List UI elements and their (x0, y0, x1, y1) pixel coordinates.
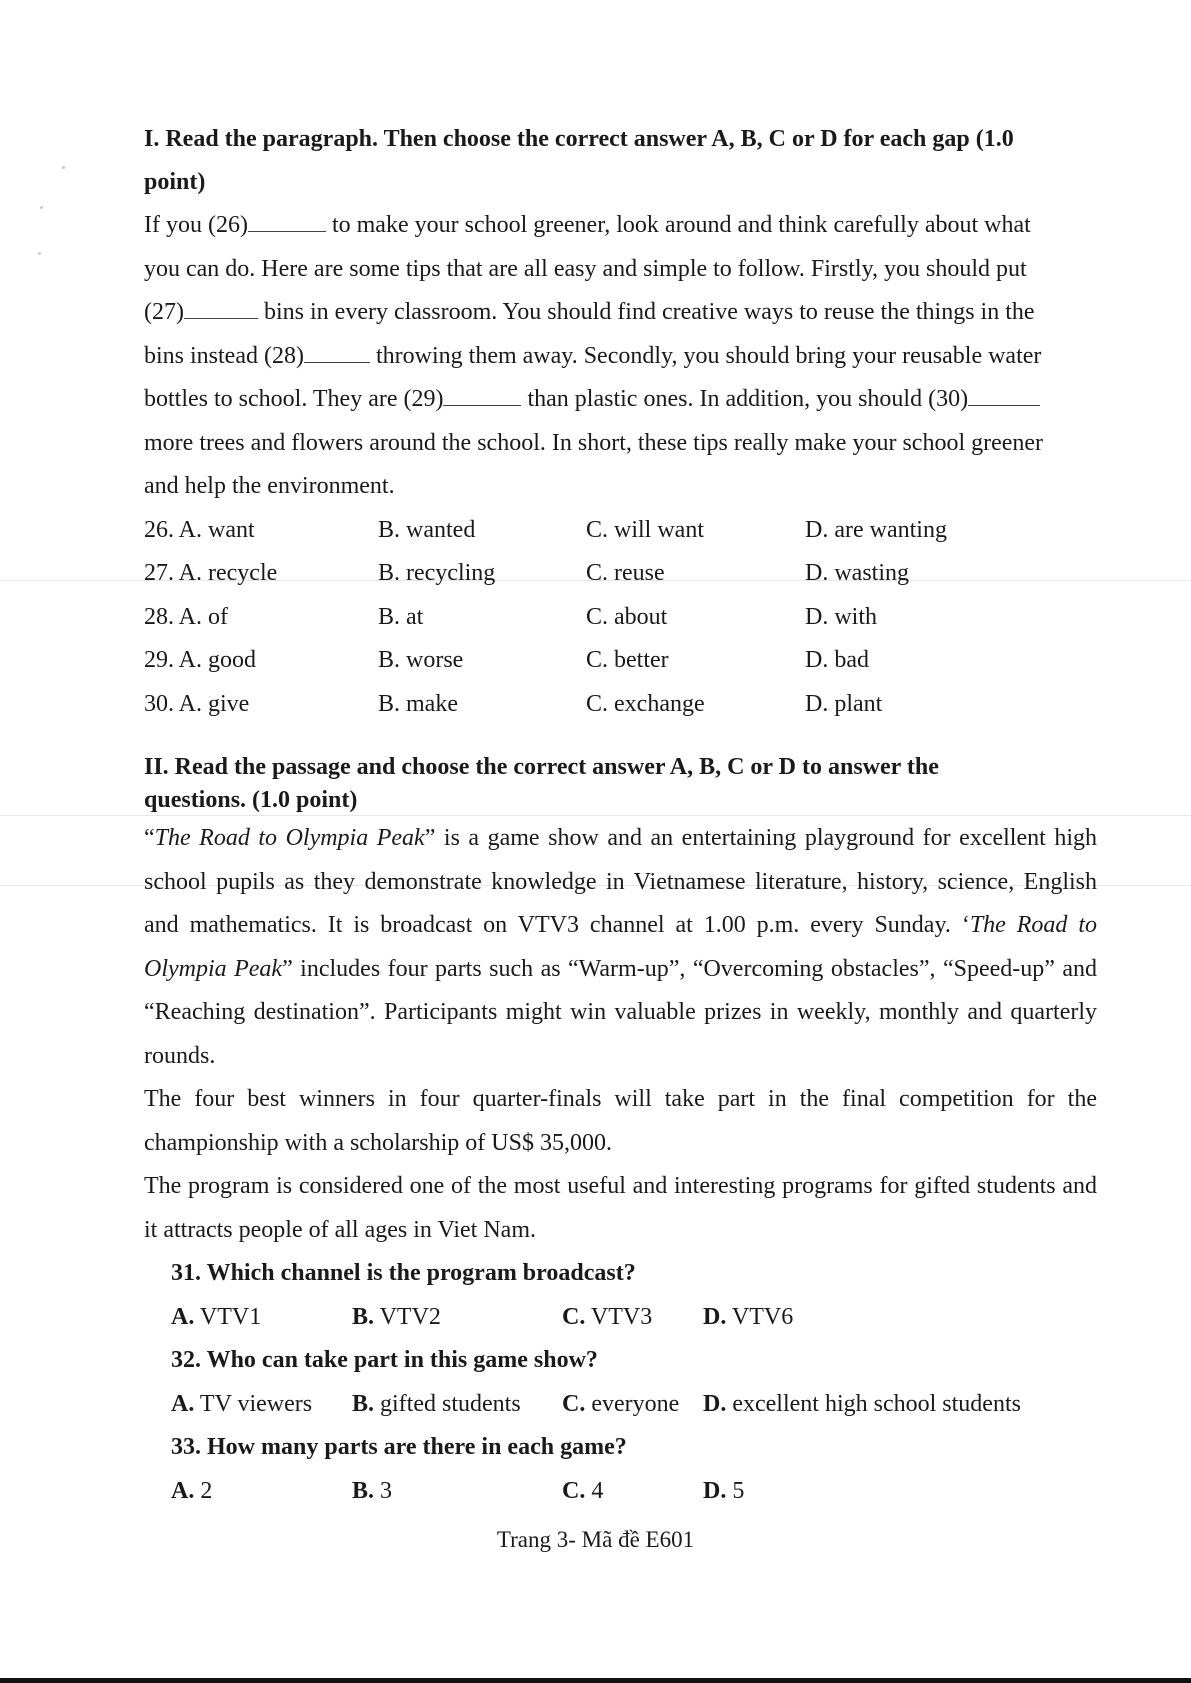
options-row-27 (144, 552, 1097, 596)
paragraph-text: and help the environment. (144, 473, 395, 499)
question-32: 32. Who can take part in this game show? (171, 1347, 598, 1373)
option-26-c[interactable]: C. will want (586, 516, 704, 543)
question-33: 33. How many parts are there in each game? (171, 1434, 627, 1460)
option-33-b[interactable] (352, 1470, 562, 1514)
gap-29 (443, 387, 521, 406)
paragraph-line (144, 248, 1097, 292)
option-text: VTV2 (374, 1303, 441, 1330)
option-text: VTV6 (726, 1303, 794, 1330)
option-32-b[interactable] (352, 1383, 562, 1427)
option-31-d[interactable] (703, 1296, 1063, 1340)
section2-heading-line2: questions. (1.0 point) (144, 787, 358, 813)
exam-content (144, 118, 1097, 1513)
option-27-d[interactable]: D. wasting (805, 560, 909, 586)
section1-options (144, 509, 1097, 727)
section1-heading-line1: I. Read the paragraph. Then choose the correct answer A, B, C or D for each gap (1.0 (144, 126, 1014, 152)
gap-27 (184, 300, 258, 319)
option-28-c[interactable]: C. about (586, 603, 668, 630)
option-letter: D. (703, 1477, 727, 1504)
option-letter: C. (562, 1477, 586, 1504)
option-26-d[interactable]: D. are wanting (805, 516, 947, 543)
option-30-a[interactable]: 30. A. give (144, 690, 250, 717)
option-29-a[interactable]: 29. A. good (144, 647, 257, 673)
section1-paragraph (144, 204, 1097, 509)
option-29-c[interactable]: C. better (586, 647, 669, 673)
options-row-26 (144, 509, 1097, 553)
option-26-a[interactable]: 26. A. want (144, 516, 255, 543)
paragraph-line (144, 335, 1097, 379)
section2-heading (144, 751, 1097, 817)
paragraph-text: than plastic ones. In addition, you should (30) (521, 386, 969, 412)
question-33-options (171, 1470, 1097, 1514)
option-text: 3 (374, 1477, 393, 1504)
option-letter: B. (352, 1390, 375, 1417)
option-letter: A. (171, 1390, 195, 1417)
scan-bottom-edge (0, 1678, 1191, 1683)
section1-heading-line2: point) (144, 169, 206, 195)
paragraph-line (144, 291, 1097, 335)
scan-speck (62, 166, 65, 169)
passage-paragraph-3: The program is considered one of the most useful and interesting programs for gifted students and it attracts people of all ages in Viet Nam. (144, 1173, 1097, 1243)
show-title: The Road to Olympia Peak (154, 825, 425, 851)
questions (144, 1252, 1097, 1513)
option-text: 4 (585, 1477, 604, 1504)
option-28-a[interactable]: 28. A. of (144, 603, 228, 630)
option-29-d[interactable]: D. bad (805, 647, 869, 673)
question-32-options (171, 1383, 1097, 1427)
paragraph-text: (27) (144, 299, 184, 325)
option-27-b[interactable]: B. recycling (378, 560, 496, 586)
option-33-d[interactable] (703, 1470, 1063, 1514)
paragraph-line (144, 378, 1097, 422)
option-30-b[interactable]: B. make (378, 690, 458, 717)
option-32-d[interactable] (703, 1383, 1063, 1427)
paragraph-text: If you (26) (144, 212, 248, 238)
option-27-a[interactable]: 27. A. recycle (144, 560, 278, 586)
option-letter: D. (703, 1303, 727, 1330)
passage-paragraph-1 (144, 817, 1097, 1078)
option-text: 5 (726, 1477, 745, 1504)
paragraph-text: bins instead (28) (144, 342, 304, 369)
option-text: VTV1 (194, 1303, 262, 1330)
paragraph-text: bins in every classroom. You should find creative ways to reuse the things in the (257, 299, 1035, 325)
section1-heading (144, 118, 1097, 204)
option-26-b[interactable]: B. wanted (378, 516, 476, 543)
paragraph-text: throwing them away. Secondly, you should bring your reusable water (369, 342, 1042, 369)
options-row-30 (144, 683, 1097, 727)
gap-28 (304, 344, 370, 363)
option-30-d[interactable]: D. plant (805, 690, 883, 717)
option-text: everyone (585, 1390, 680, 1417)
passage-text: ” is a game show and an entertaining playground for excellent high school pupils as they demonstrate knowledge in Vietnamese literature, history, science, English and mathematics. It is broadcast on VTV3 channel at 1.00 p.m. every Sunday. ‘ (144, 825, 1097, 938)
gap-26 (248, 213, 326, 232)
open-quote: “ (144, 825, 155, 851)
option-text: 2 (194, 1477, 213, 1504)
option-letter: B. (352, 1477, 375, 1504)
options-row-28 (144, 596, 1097, 640)
paragraph-text: more trees and flowers around the school. In short, these tips really make your school greener (144, 429, 1044, 456)
passage-paragraph-2: The four best winners in four quarter-finals will take part in the final competition for the championship with a scholarship of US$ 35,000. (144, 1086, 1097, 1156)
scan-speck (40, 206, 43, 209)
scan-speck (38, 252, 41, 255)
option-32-c[interactable] (562, 1383, 703, 1427)
option-28-d[interactable]: D. with (805, 603, 877, 630)
page-footer: Trang 3- Mã đề E601 (496, 1527, 695, 1552)
passage-text: ” includes four parts such as “Warm-up”, “Overcoming obstacles”, “Speed-up” and “Reaching destination”. Participants might win valuable prizes in weekly, monthly and quarterly rounds. (144, 955, 1098, 1069)
question-31-options (171, 1296, 1097, 1340)
paragraph-line (144, 465, 1097, 509)
option-30-c[interactable]: C. exchange (586, 690, 705, 717)
options-row-29 (144, 639, 1097, 683)
paragraph-text: bottles to school. They are (29) (144, 386, 444, 412)
option-31-b[interactable] (352, 1296, 562, 1340)
paragraph-line (144, 204, 1097, 248)
option-31-a[interactable] (171, 1296, 352, 1340)
section2-heading-line1: II. Read the passage and choose the correct answer A, B, C or D to answer the (144, 754, 939, 780)
option-text: excellent high school students (726, 1390, 1021, 1417)
option-letter: A. (171, 1477, 195, 1504)
option-letter: C. (562, 1303, 586, 1330)
option-text: VTV3 (585, 1303, 653, 1330)
option-31-c[interactable] (562, 1296, 703, 1340)
paragraph-line (144, 422, 1097, 466)
option-letter: A. (171, 1303, 195, 1330)
option-29-b[interactable]: B. worse (378, 647, 464, 673)
option-27-c[interactable]: C. reuse (586, 560, 665, 586)
option-28-b[interactable]: B. at (378, 603, 424, 630)
paragraph-text: you can do. Here are some tips that are all easy and simple to follow. Firstly, you should put (144, 255, 1027, 282)
option-33-a[interactable] (171, 1470, 352, 1514)
option-32-a[interactable] (171, 1383, 352, 1427)
option-text: TV viewers (194, 1390, 313, 1417)
option-letter: B. (352, 1303, 375, 1330)
option-33-c[interactable] (562, 1470, 703, 1514)
question-31: 31. Which channel is the program broadcast? (171, 1260, 636, 1286)
option-letter: C. (562, 1390, 586, 1417)
paragraph-text: to make your school greener, look around and think carefully about what (325, 212, 1031, 238)
option-text: gifted students (374, 1390, 521, 1417)
option-letter: D. (703, 1390, 727, 1417)
gap-30 (968, 387, 1040, 406)
show-title: The Road to Olympia Peak (144, 912, 1097, 982)
